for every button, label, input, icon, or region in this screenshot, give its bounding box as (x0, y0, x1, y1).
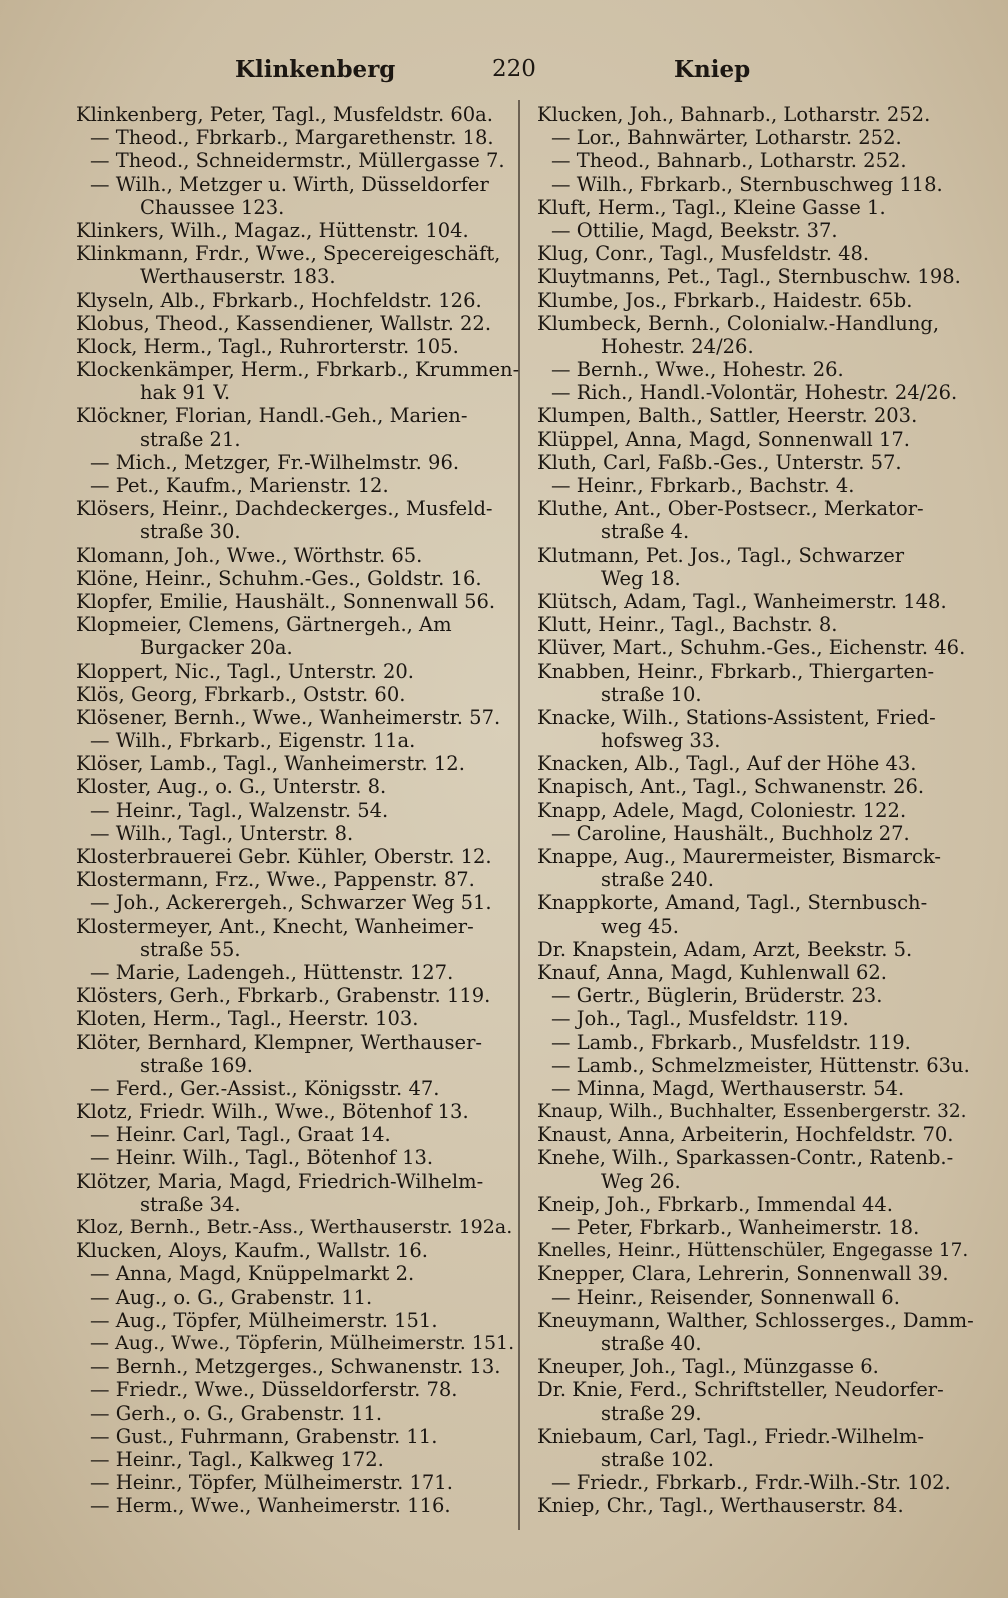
directory-entry: Kloz, Bernh., Betr.-Ass., Werthauserstr. 192a. (76, 1216, 513, 1238)
directory-entry: — Ferd., Ger.-Assist., Königsstr. 47. (90, 1076, 440, 1100)
directory-entry: — Lor., Bahnwärter, Lotharstr. 252. (551, 126, 902, 150)
directory-entry: — Bernh., Metzgerges., Schwanenstr. 13. (90, 1355, 501, 1379)
directory-entry: — Anna, Magd, Knüppelmarkt 2. (90, 1262, 415, 1286)
directory-entry: Klyseln, Alb., Fbrkarb., Hochfeldstr. 126. (76, 288, 482, 312)
entry-continuation-line: straße 10. (601, 682, 702, 706)
directory-entry: Kniebaum, Carl, Tagl., Friedr.-Wilhelm- (537, 1424, 924, 1448)
directory-entry: — Aug., o. G., Grabenstr. 11. (90, 1285, 373, 1309)
entry-continuation-line: hofsweg 33. (601, 729, 721, 753)
directory-entry: Dr. Knapstein, Adam, Arzt, Beekstr. 5. (537, 937, 913, 961)
directory-entry: Klösers, Heinr., Dachdeckerges., Musfeld- (76, 497, 493, 521)
directory-entry: Klutmann, Pet. Jos., Tagl., Schwarzer (537, 543, 905, 567)
directory-entry: Klock, Herm., Tagl., Ruhrorterstr. 105. (76, 334, 459, 358)
directory-entry: Knauf, Anna, Magd, Kuhlenwall 62. (537, 960, 888, 984)
directory-entry: Klöter, Bernhard, Klempner, Werthauser- (76, 1030, 482, 1054)
entry-continuation-line: straße 240. (601, 868, 714, 892)
directory-entry: Kluthe, Ant., Ober-Postsecr., Merkator- (537, 497, 924, 521)
directory-entry: Knaust, Anna, Arbeiterin, Hochfeldstr. 70. (537, 1123, 954, 1147)
directory-entry: Klumbe, Jos., Fbrkarb., Haidestr. 65b. (537, 288, 913, 312)
directory-entry: Kneuper, Joh., Tagl., Münzgasse 6. (537, 1355, 879, 1379)
entry-continuation-line: straße 34. (140, 1192, 241, 1216)
entry-continuation-line: Weg 26. (601, 1169, 681, 1193)
directory-entry: Knaup, Wilh., Buchhalter, Essenbergerstr. 32. (537, 1101, 967, 1123)
entry-continuation-line: straße 21. (140, 427, 241, 451)
directory-entry: — Heinr., Tagl., Walzenstr. 54. (90, 798, 389, 822)
directory-entry: Klumpen, Balth., Sattler, Heerstr. 203. (537, 404, 918, 428)
directory-entry: — Minna, Magd, Werthauserstr. 54. (551, 1076, 905, 1100)
directory-entry: Klobus, Theod., Kassendiener, Wallstr. 22. (76, 311, 492, 335)
directory-entry: — Wilh., Fbrkarb., Sternbuschweg 118. (551, 172, 943, 196)
directory-entry: — Bernh., Wwe., Hohestr. 26. (551, 358, 844, 382)
entry-continuation-line: straße 40. (601, 1331, 702, 1355)
entry-continuation-line: straße 29. (601, 1401, 702, 1425)
entry-continuation-line: straße 169. (140, 1053, 253, 1077)
directory-entry: Klinkmann, Frdr., Wwe., Specereigeschäft, (76, 242, 501, 266)
directory-entry: Klinkenberg, Peter, Tagl., Musfeldstr. 60a. (76, 103, 493, 126)
directory-entry: Klöckner, Florian, Handl.-Geh., Marien- (76, 404, 468, 428)
directory-entry: — Rich., Handl.-Volontär, Hohestr. 24/26. (551, 381, 958, 405)
directory-entry: — Marie, Ladengeh., Hüttenstr. 127. (90, 960, 454, 984)
directory-entry: Klöser, Lamb., Tagl., Wanheimerstr. 12. (76, 752, 465, 776)
directory-entry: Kluft, Herm., Tagl., Kleine Gasse 1. (537, 195, 886, 219)
directory-entry: Klös, Georg, Fbrkarb., Oststr. 60. (76, 682, 406, 706)
directory-entry: Kloppert, Nic., Tagl., Unterstr. 20. (76, 659, 414, 683)
entry-continuation-line: straße 4. (601, 520, 690, 544)
directory-entry: — Theod., Schneidermstr., Müllergasse 7. (90, 149, 505, 173)
directory-entry: — Friedr., Wwe., Düsseldorferstr. 78. (90, 1378, 458, 1402)
header-first-entry: Klinkenberg (235, 56, 396, 83)
entry-continuation-line: Chaussee 123. (140, 195, 285, 219)
directory-entry: Klösters, Gerh., Fbrkarb., Grabenstr. 119. (76, 984, 491, 1008)
page-header (70, 56, 970, 96)
entry-continuation-line: weg 45. (601, 914, 679, 938)
directory-entry: Kluytmanns, Pet., Tagl., Sternbuschw. 198. (537, 265, 961, 289)
directory-entry: Knapp, Adele, Magd, Coloniestr. 122. (537, 798, 907, 822)
directory-entry: — Peter, Fbrkarb., Wanheimerstr. 18. (551, 1216, 920, 1239)
directory-entry: — Heinr., Tagl., Kalkweg 172. (90, 1447, 384, 1471)
entry-continuation-line: straße 55. (140, 937, 241, 961)
directory-entry: Kniep, Chr., Tagl., Werthauserstr. 84. (537, 1494, 904, 1518)
directory-entry: Knacke, Wilh., Stations-Assistent, Fried- (537, 705, 936, 729)
directory-entry: Knappe, Aug., Maurermeister, Bismarck- (537, 845, 941, 868)
directory-entry: — Lamb., Schmelzmeister, Hüttenstr. 63u. (551, 1053, 970, 1077)
directory-entry: — Wilh., Tagl., Unterstr. 8. (90, 821, 354, 845)
directory-entry: — Gertr., Büglerin, Brüderstr. 23. (551, 984, 883, 1008)
directory-entry: Klumbeck, Bernh., Colonialw.-Handlung, (537, 311, 940, 335)
entry-continuation-line: hak 91 V. (140, 381, 231, 405)
directory-entry: Klockenkämper, Herm., Fbrkarb., Krummen- (76, 358, 520, 382)
directory-entry: — Joh., Ackerergeh., Schwarzer Weg 51. (90, 891, 492, 915)
directory-entry: — Gerh., o. G., Grabenstr. 11. (90, 1401, 383, 1425)
directory-entry: Klug, Conr., Tagl., Musfeldstr. 48. (537, 242, 870, 266)
directory-entry: Kluth, Carl, Faßb.-Ges., Unterstr. 57. (537, 450, 902, 474)
header-last-entry: Kniep (674, 56, 751, 83)
directory-entry: Klösener, Bernh., Wwe., Wanheimerstr. 57. (76, 705, 501, 729)
directory-entry: Klotz, Friedr. Wilh., Wwe., Bötenhof 13. (76, 1100, 469, 1124)
directory-entry: Knepper, Clara, Lehrerin, Sonnenwall 39. (537, 1262, 949, 1286)
left-column (76, 103, 522, 1517)
directory-entry: — Heinr., Fbrkarb., Bachstr. 4. (551, 474, 855, 497)
entry-continuation-line: Werthauserstr. 183. (140, 265, 336, 289)
entry-continuation-line: straße 102. (601, 1447, 714, 1471)
directory-entry: Klötzer, Maria, Magd, Friedrich-Wilhelm- (76, 1169, 484, 1193)
directory-entry: Dr. Knie, Ferd., Schriftsteller, Neudorfer- (537, 1378, 944, 1402)
directory-entry: Klopfer, Emilie, Haushält., Sonnenwall 56. (76, 589, 496, 613)
directory-entry: — Herm., Wwe., Wanheimerstr. 116. (90, 1494, 451, 1518)
directory-entry: — Lamb., Fbrkarb., Musfeldstr. 119. (551, 1030, 911, 1054)
directory-entry: — Mich., Metzger, Fr.-Wilhelmstr. 96. (90, 450, 460, 474)
entry-continuation-line: Burgacker 20a. (140, 636, 293, 660)
directory-entry: Klostermann, Frz., Wwe., Pappenstr. 87. (76, 868, 475, 892)
directory-entry: Klüver, Mart., Schuhm.-Ges., Eichenstr. 46. (537, 636, 966, 660)
directory-entry: — Heinr. Carl, Tagl., Graat 14. (90, 1123, 391, 1147)
directory-entry: Knapisch, Ant., Tagl., Schwanenstr. 26. (537, 775, 925, 799)
directory-entry: — Friedr., Fbrkarb., Frdr.-Wilh.-Str. 102. (551, 1471, 951, 1495)
directory-entry: — Caroline, Haushält., Buchholz 27. (551, 821, 910, 845)
directory-entry: — Heinr., Töpfer, Mülheimerstr. 171. (90, 1471, 453, 1495)
directory-entry: Knappkorte, Amand, Tagl., Sternbusch- (537, 891, 928, 915)
directory-entry: — Pet., Kaufm., Marienstr. 12. (90, 474, 389, 497)
directory-entry: Kloten, Herm., Tagl., Heerstr. 103. (76, 1007, 419, 1031)
directory-entry: Klüppel, Anna, Magd, Sonnenwall 17. (537, 427, 910, 451)
directory-entry: Klomann, Joh., Wwe., Wörthstr. 65. (76, 543, 423, 567)
directory-entry: Klosterbrauerei Gebr. Kühler, Oberstr. 12. (76, 845, 492, 868)
directory-entry: — Theod., Bahnarb., Lotharstr. 252. (551, 149, 907, 173)
directory-entry: — Aug., Wwe., Töpferin, Mülheimerstr. 151. (90, 1331, 515, 1354)
directory-entry: — Wilh., Fbrkarb., Eigenstr. 11a. (90, 729, 416, 753)
entry-continuation-line: Hohestr. 24/26. (601, 334, 754, 358)
directory-entry: Kloster, Aug., o. G., Unterstr. 8. (76, 775, 387, 799)
directory-entry: — Heinr. Wilh., Tagl., Bötenhof 13. (90, 1146, 434, 1170)
directory-entry: Kneuymann, Walther, Schlosserges., Damm- (537, 1308, 974, 1332)
page-number: 220 (492, 56, 536, 82)
directory-entry: Knacken, Alb., Tagl., Auf der Höhe 43. (537, 752, 917, 776)
directory-entry: Knehe, Wilh., Sparkassen-Contr., Ratenb.- (537, 1146, 954, 1170)
directory-entry: Klutt, Heinr., Tagl., Bachstr. 8. (537, 613, 838, 637)
entry-continuation-line: straße 30. (140, 520, 241, 544)
directory-entry: Klopmeier, Clemens, Gärtnergeh., Am (76, 613, 452, 637)
directory-entry: — Theod., Fbrkarb., Margarethenstr. 18. (90, 126, 494, 150)
directory-entry: Kneip, Joh., Fbrkarb., Immendal 44. (537, 1192, 894, 1216)
entry-continuation-line: Weg 18. (601, 566, 681, 590)
directory-entry: Klütsch, Adam, Tagl., Wanheimerstr. 148. (537, 589, 947, 613)
directory-entry: — Ottilie, Magd, Beekstr. 37. (551, 218, 838, 242)
directory-entry: Klöne, Heinr., Schuhm.-Ges., Goldstr. 16. (76, 566, 482, 590)
directory-entry: Klucken, Aloys, Kaufm., Wallstr. 16. (76, 1239, 429, 1263)
directory-entry: — Heinr., Reisender, Sonnenwall 6. (551, 1285, 900, 1309)
directory-entry: — Joh., Tagl., Musfeldstr. 119. (551, 1007, 849, 1031)
directory-entry: — Wilh., Metzger u. Wirth, Düsseldorfer (90, 172, 489, 196)
directory-entry: Knelles, Heinr., Hüttenschüler, Engegasse 17. (537, 1240, 969, 1262)
directory-entry: — Aug., Töpfer, Mülheimerstr. 151. (90, 1308, 438, 1332)
directory-entry: Knabben, Heinr., Fbrkarb., Thiergarten- (537, 659, 935, 683)
directory-entry: Klinkers, Wilh., Magaz., Hüttenstr. 104. (76, 218, 469, 242)
directory-entry: Klucken, Joh., Bahnarb., Lotharstr. 252. (537, 103, 931, 126)
right-column (537, 103, 977, 1517)
directory-entry: Klostermeyer, Ant., Knecht, Wanheimer- (76, 914, 474, 938)
directory-entry: — Gust., Fuhrmann, Grabenstr. 11. (90, 1424, 438, 1448)
